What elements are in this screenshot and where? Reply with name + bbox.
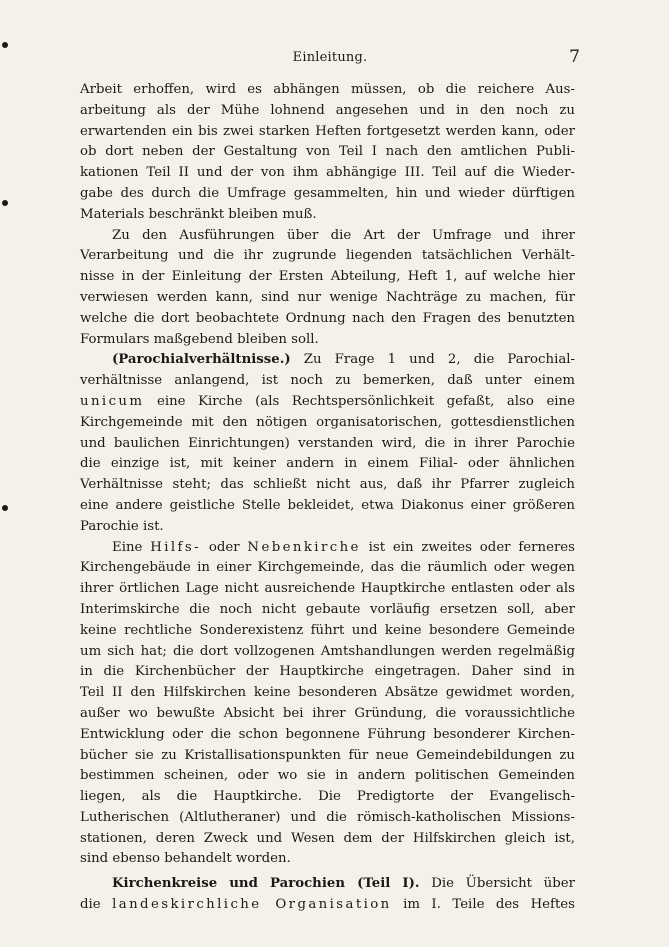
text-line: erwartenden ein bis zwei starken Heften fortgesetzt werden kann, oder (80, 123, 575, 139)
text-line: Zu den Ausführungen über die Art der Umfrage und ihrer (112, 227, 575, 243)
text-line: Formulars maßgebend bleiben soll. (80, 331, 319, 347)
text-run: die (80, 897, 113, 913)
section-heading: (Parochialverhältnisse.) (112, 352, 291, 368)
text-line: Kirchgemeinde mit den nötigen organisatorischen, gottesdienstlichen (80, 414, 575, 430)
margin-mark (2, 200, 8, 206)
text-line: bestimmen scheinen, oder wo sie in andern politischen Gemeinden (80, 768, 575, 784)
text-line: Lutherischen (Altlutheraner) und die römisch-katholischen Missions- (80, 809, 575, 825)
page-header (80, 47, 580, 70)
text-line (80, 538, 575, 559)
text-line: Materials beschränkt bleiben muß. (80, 206, 317, 222)
text-line: eine andere geistliche Stelle bekleidet, etwa Diakonus einer größeren (80, 497, 575, 513)
running-title: Einleitung. (292, 50, 368, 65)
text-line: welche die dort beobachtete Ordnung nach den Fragen des benutzten (80, 310, 575, 326)
text-line: Entwicklung oder die schon begonnene Führung besonderer Kirchen- (80, 726, 575, 742)
text-run: Die Übersicht über (419, 876, 575, 892)
text-run: ist ein zweites oder ferneres (360, 539, 576, 555)
text-run: oder (200, 539, 248, 555)
body-text (80, 80, 575, 916)
text-run: Eine (112, 539, 151, 555)
text-run: eine Kirche (als Rechtspersönlichkeit gefaßt, also eine (144, 393, 575, 409)
emphasis-spaced: landeskirchliche Organisation (112, 897, 392, 913)
text-line (80, 350, 575, 371)
text-line: die einzige ist, mit keiner andern in einem Filial- oder ähnlichen (80, 456, 575, 472)
text-line: ob dort neben der Gestaltung von Teil I nach den amtlichen Publi- (80, 144, 575, 160)
margin-mark (2, 505, 8, 511)
emphasis-spaced: Hilfs- (150, 539, 201, 555)
margin-mark (2, 42, 8, 48)
text-line: arbeitung als der Mühe lohnend angesehen und in den noch zu (80, 102, 575, 118)
text-line: Teil II den Hilfskirchen keine besonderen Absätze gewidmet worden, (80, 685, 575, 701)
text-line: verwiesen werden kann, sind nur wenige Nachträge zu machen, für (80, 289, 575, 305)
text-line: stationen, deren Zweck und Wesen dem der Hilfskirchen gleich ist, (80, 830, 575, 846)
text-line: Kirchengebäude in einer Kirchgemeinde, das die räumlich oder wegen (80, 560, 575, 576)
text-line: in die Kirchenbücher der Hauptkirche eingetragen. Daher sind in (80, 664, 575, 680)
emphasis-spaced: unicum (80, 393, 145, 409)
text-line: sind ebenso behandelt worden. (80, 851, 291, 867)
text-line: verhältnisse anlangend, ist noch zu bemerken, daß unter einem (80, 373, 575, 389)
text-line (80, 392, 575, 413)
text-run: im I. Teile des Heftes (391, 897, 575, 913)
text-line: kationen Teil II und der von ihm abhängige III. Teil auf die Wieder- (80, 165, 575, 181)
text-line: bücher sie zu Kristallisationspunkten für neue Gemeindebildungen zu (80, 747, 575, 763)
page-number: 7 (569, 47, 580, 67)
text-line: und baulichen Einrichtungen) verstanden wird, die in ihrer Parochie (80, 435, 575, 451)
text-line (80, 874, 575, 895)
text-line: keine rechtliche Sonderexistenz führt und keine besondere Gemeinde (80, 622, 575, 638)
text-line: gabe des durch die Umfrage gesammelten, hin und wieder dürftigen (80, 185, 575, 201)
text-line: ihrer örtlichen Lage nicht ausreichende Hauptkirche entlasten oder als (80, 581, 575, 597)
emphasis-spaced: Nebenkirche (247, 539, 361, 555)
text-line: um sich hat; die dort vollzogenen Amtshandlungen werden regelmäßig (80, 643, 575, 659)
text-line: Verarbeitung und die ihr zugrunde liegenden tatsächlichen Verhält- (80, 248, 575, 264)
text-line: liegen, als die Hauptkirche. Die Predigtorte der Evangelisch- (80, 789, 575, 805)
text-line: Interimskirche die noch nicht gebaute vorläufig ersetzen soll, aber (80, 601, 575, 617)
text-line (80, 895, 575, 916)
text-line: nisse in der Einleitung der Ersten Abteilung, Heft 1, auf welche hier (80, 269, 575, 285)
text-run: Zu Frage 1 und 2, die Parochial- (290, 352, 575, 368)
text-line: Verhältnisse steht; das schließt nicht aus, daß ihr Pfarrer zugleich (80, 477, 575, 493)
text-line: Arbeit erhoffen, wird es abhängen müssen, ob die reichere Aus- (80, 82, 575, 97)
text-line: Parochie ist. (80, 518, 164, 534)
text-line: außer wo bewußte Absicht bei ihrer Gründung, die voraussichtliche (80, 705, 575, 721)
section-heading: Kirchenkreise und Parochien (Teil I). (112, 876, 420, 892)
